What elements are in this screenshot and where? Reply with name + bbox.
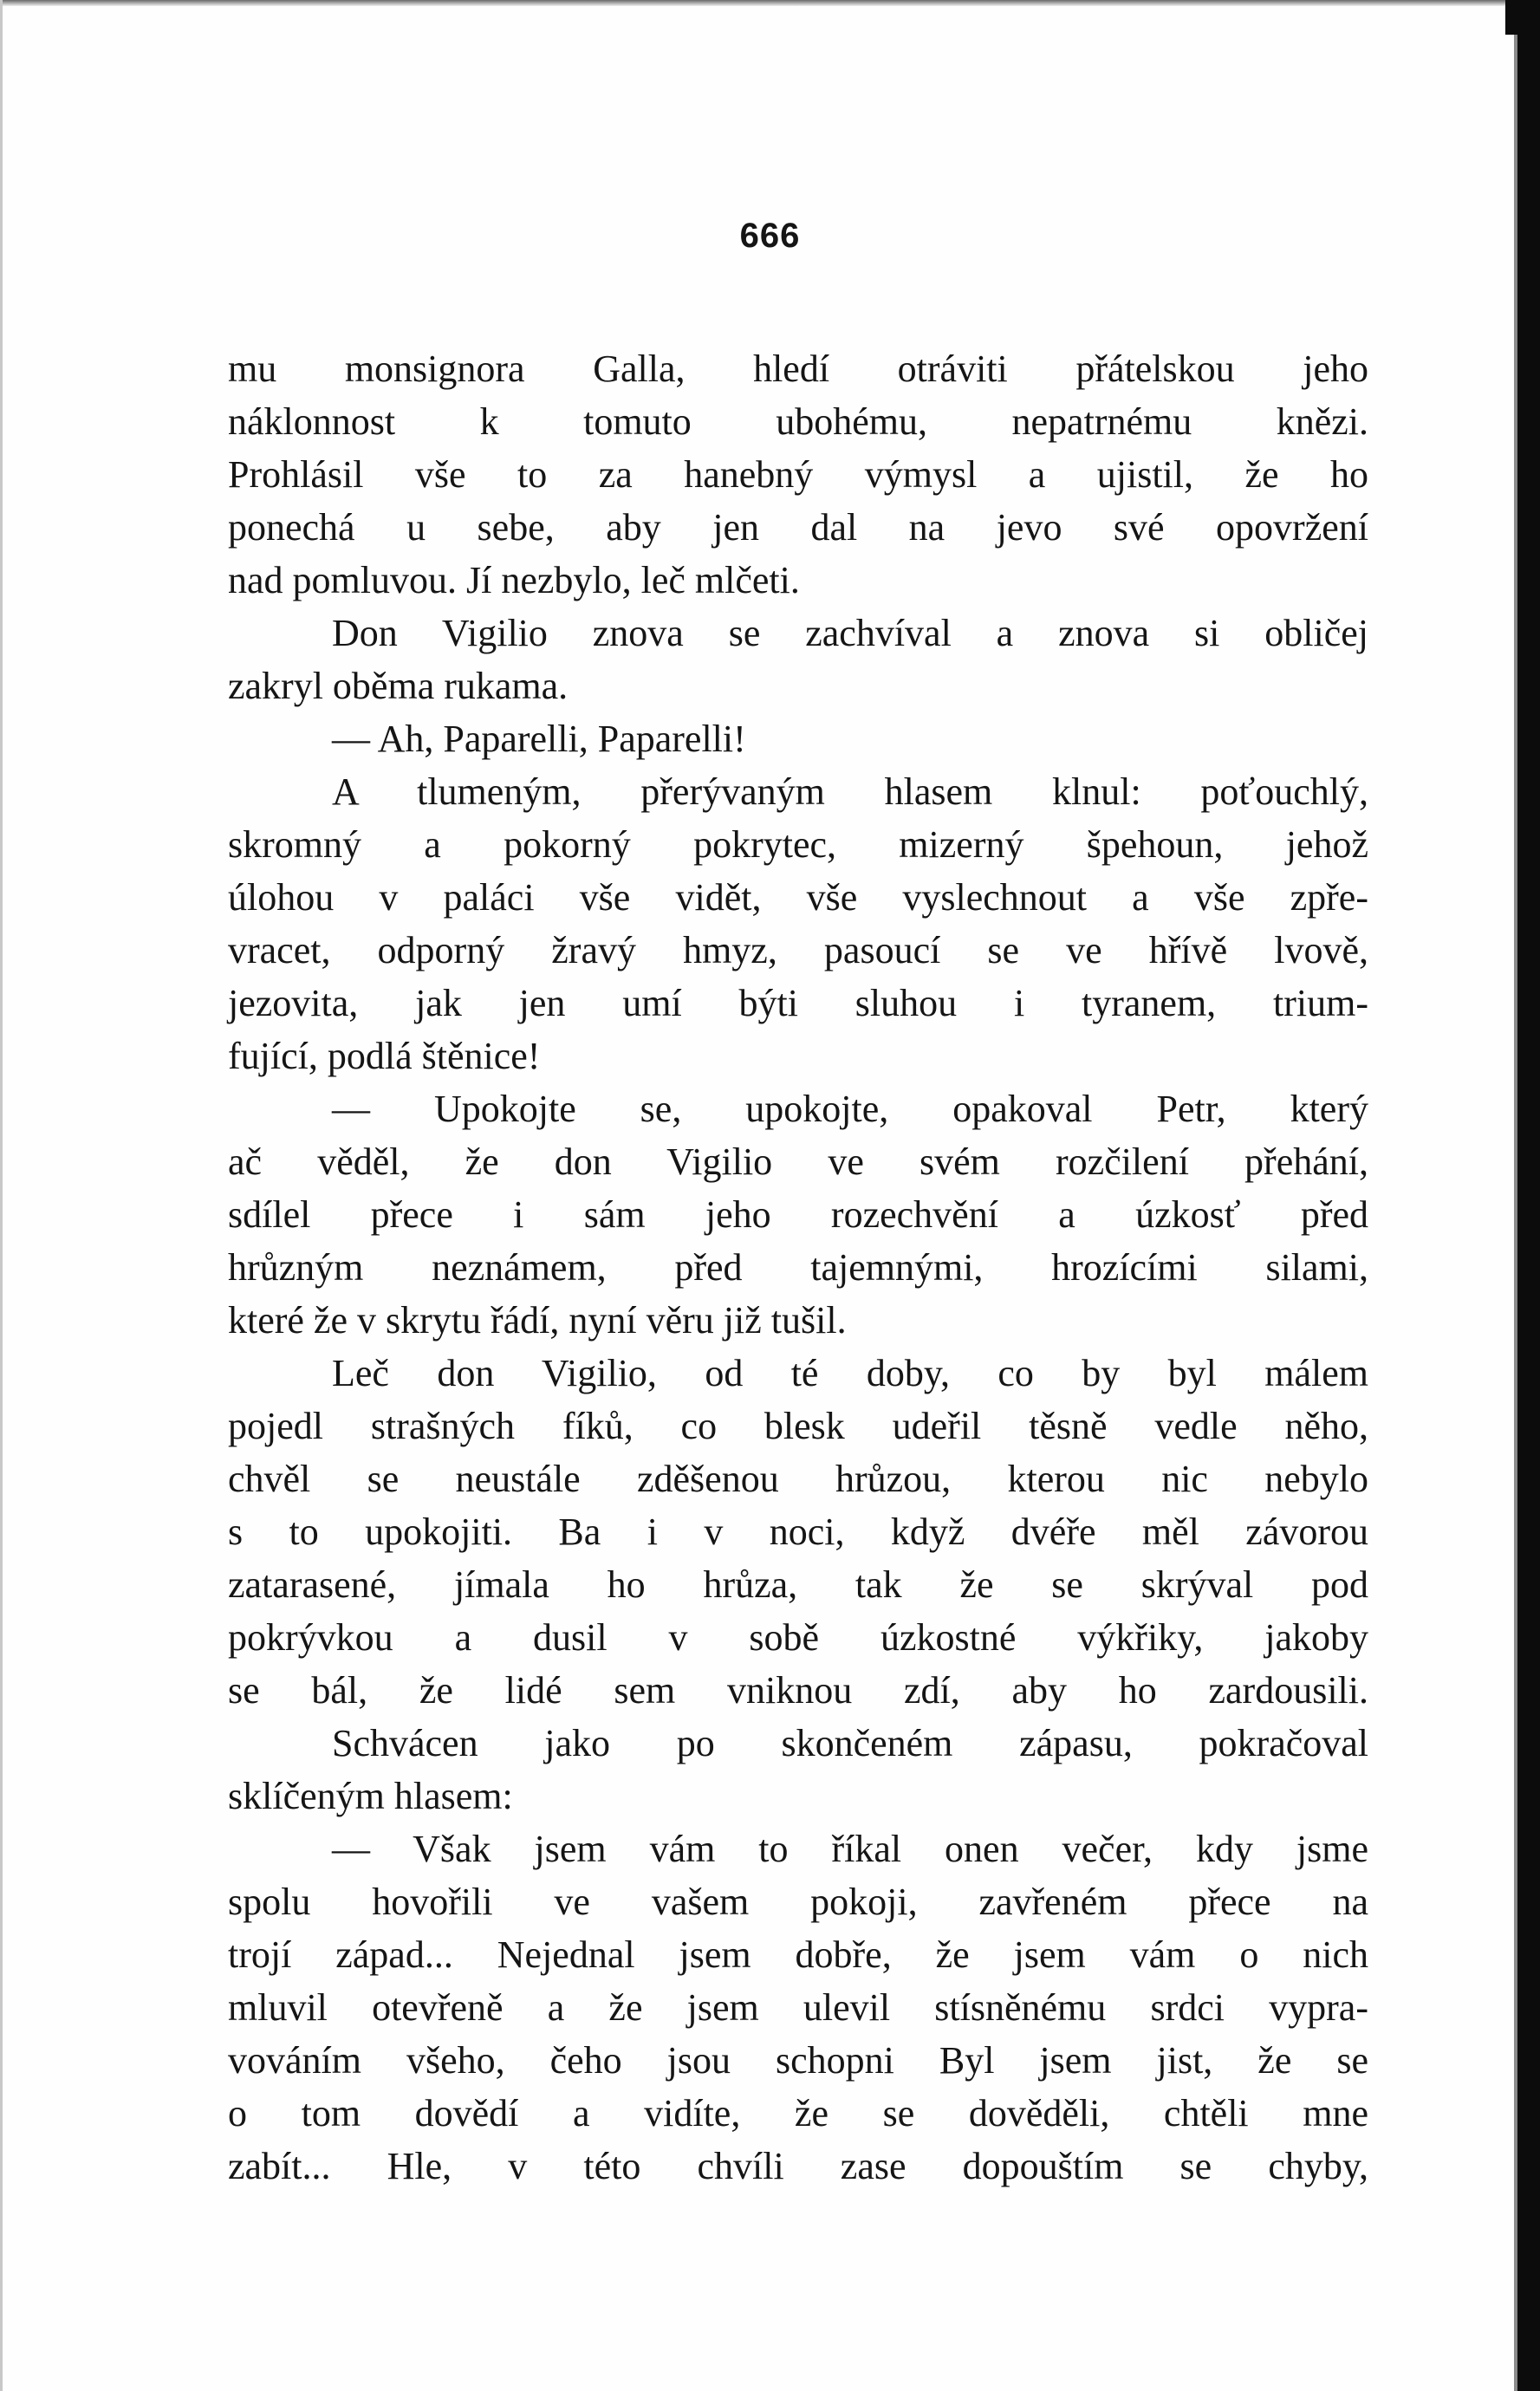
text-line: trojí západ... Nejednal jsem dobře, že jsem vám o nich [228, 1933, 1368, 1976]
text-line: chvěl se neustále zděšenou hrůzou, kterou nic nebylo [228, 1458, 1368, 1500]
text-line: úlohou v paláci vše vidět, vše vyslechnout a vše zpře- [228, 876, 1368, 919]
text-line: fující, podlá štěnice! [228, 1035, 541, 1077]
scan-edge-right [1517, 0, 1540, 2391]
text-line: — Upokojte se, upokojte, opakoval Petr, který [332, 1088, 1368, 1130]
text-line: zabít... Hle, v této chvíli zase dopouštím se chyby, [228, 2145, 1368, 2187]
text-line: se bál, že lidé sem vniknou zdí, aby ho zardousili. [228, 1669, 1368, 1712]
text-line: spolu hovořili ve vašem pokoji, zavřeném přece na [228, 1881, 1368, 1923]
text-line: sdílel přece i sám jeho rozechvění a úzkosť před [228, 1193, 1368, 1236]
text-line: — Však jsem vám to říkal onen večer, kdy jsme [332, 1828, 1368, 1870]
text-line: pokrývkou a dusil v sobě úzkostné výkřiky, jakoby [228, 1616, 1368, 1659]
text-line: které že v skrytu řádí, nyní věru již tušil. [228, 1299, 847, 1342]
text-line: Prohlásil vše to za hanebný výmysl a ujistil, že ho [228, 453, 1368, 496]
page-number: 666 [739, 217, 801, 255]
text-line: zakryl oběma rukama. [228, 665, 569, 707]
text-line: vracet, odporný žravý hmyz, pasoucí se ve hřívě lvově, [228, 929, 1368, 971]
text-line: nad pomluvou. Jí nezbylo, leč mlčeti. [228, 559, 800, 601]
text-line: pojedl strašných fíků, co blesk udeřil těsně vedle něho, [228, 1405, 1368, 1447]
text-line: hrůzným neznámem, před tajemnými, hrozícími silami, [228, 1246, 1368, 1289]
text-line: Schvácen jako po skončeném zápasu, pokračoval [332, 1722, 1368, 1764]
text-line: — Ah, Paparelli, Paparelli! [332, 718, 746, 760]
text-line: s to upokojiti. Ba i v noci, když dvéře měl závorou [228, 1511, 1368, 1553]
text-line: mluvil otevřeně a že jsem ulevil stísněnému srdci vypra- [228, 1986, 1368, 2029]
text-line: A tlumeným, přerývaným hlasem klnul: poťouchlý, [332, 770, 1368, 813]
scan-corner-top-right [1505, 0, 1540, 35]
scan-edge-top [0, 0, 1540, 6]
body-text [228, 342, 1368, 2193]
text-line: o tom dovědí a vidíte, že se dověděli, chtěli mne [228, 2092, 1368, 2134]
text-line: náklonnost k tomuto ubohému, nepatrnému knězi. [228, 400, 1368, 443]
scan-edge-left [0, 0, 3, 2391]
text-line: jezovita, jak jen umí býti sluhou i tyranem, trium- [228, 982, 1368, 1024]
text-line: Leč don Vigilio, od té doby, co by byl málem [332, 1352, 1368, 1394]
text-line: Don Vigilio znova se zachvíval a znova si obličej [332, 612, 1368, 654]
text-line: sklíčeným hlasem: [228, 1775, 513, 1817]
text-line: skromný a pokorný pokrytec, mizerný špehoun, jehož [228, 823, 1368, 866]
text-line: ač věděl, že don Vigilio ve svém rozčilení přehání, [228, 1140, 1368, 1183]
text-line: mu monsignora Galla, hledí otráviti přátelskou jeho [228, 348, 1368, 390]
text-line: ponechá u sebe, aby jen dal na jevo své opovržení [228, 506, 1368, 549]
text-line: vováním všeho, čeho jsou schopni Byl jsem jist, že se [228, 2039, 1368, 2082]
text-line: zatarasené, jímala ho hrůza, tak že se skrýval pod [228, 1563, 1368, 1606]
